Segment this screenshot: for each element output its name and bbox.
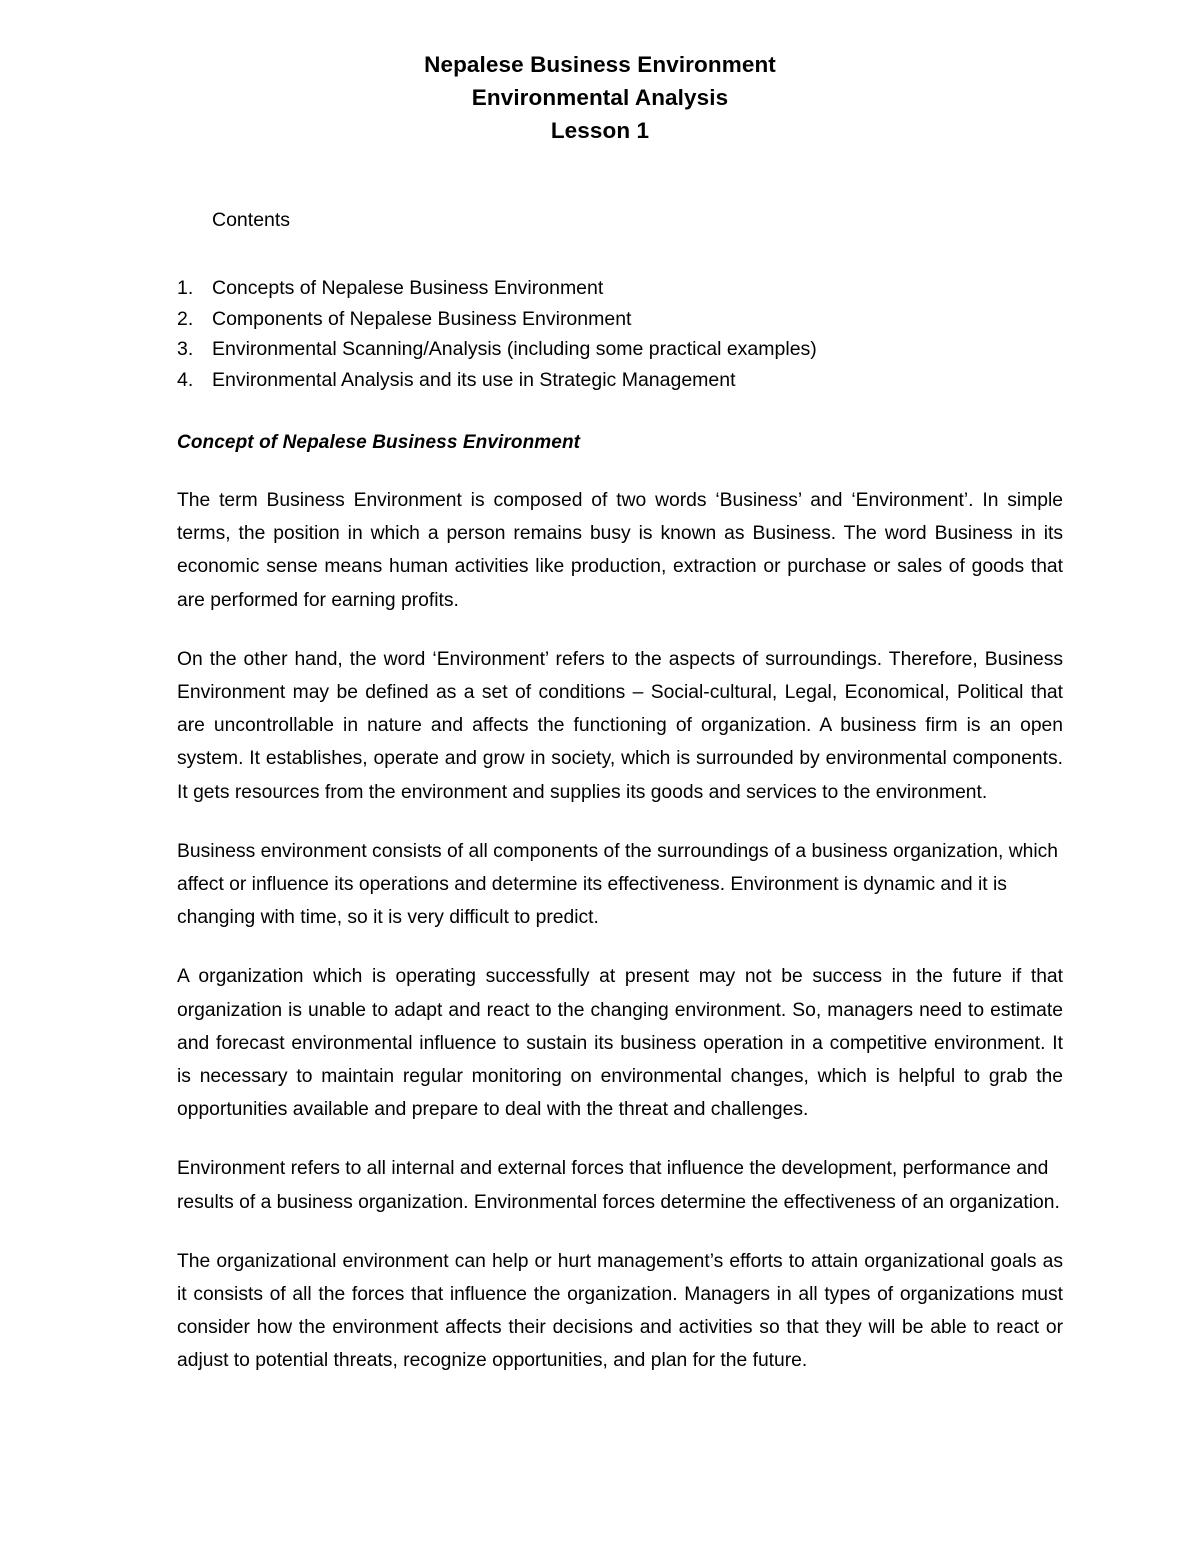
list-item-number: 3. — [177, 338, 194, 360]
list-item — [177, 304, 1063, 335]
document-body — [177, 205, 1063, 1378]
body-paragraph-2: On the other hand, the word ‘Environment’ refers to the aspects of surroundings. Therefore, Business Environment may be defined as a set of conditions – Social-cultural, Legal, Economical, Political that are uncontrollable in nature and affects the functioning of organization. A business firm is an open system. It establishes, operate and grow in society, which is surrounded by environmental components. It gets resources from the environment and supplies its goods and services to the environment. — [177, 648, 1063, 803]
contents-list — [177, 273, 1063, 395]
body-paragraph-5: Environment refers to all internal and external forces that influence the development, performance and results of a business organization. Environmental forces determine the effectiveness of an organization. — [177, 1158, 1060, 1213]
title-line-2: Environmental Analysis — [471, 85, 729, 110]
list-item-number: 4. — [177, 368, 194, 391]
paragraph-group — [177, 484, 1063, 1378]
list-item — [177, 365, 1063, 396]
section-heading: Concept of Nepalese Business Environment — [177, 432, 581, 453]
title-line-3: Lesson 1 — [550, 118, 650, 143]
list-item-label: Components of Nepalese Business Environment — [212, 307, 632, 330]
list-item-label: Concepts of Nepalese Business Environment — [212, 277, 604, 299]
list-item — [177, 273, 1063, 304]
list-item — [177, 334, 1063, 365]
document-title — [0, 48, 1200, 147]
body-paragraph-4: A organization which is operating successfully at present may not be success in the future if that organization is unable to adapt and react to the changing environment. So, managers need to estimate and forecast environmental influence to sustain its business operation in a competitive environment. It is necessary to maintain regular monitoring on environmental changes, which is helpful to grab the opportunities available and prepare to deal with the threat and challenges. — [177, 966, 1063, 1121]
contents-label: Contents — [212, 209, 291, 231]
list-item-label: Environmental Analysis and its use in Strategic Management — [212, 368, 736, 391]
body-paragraph-6: The organizational environment can help or hurt management’s efforts to attain organizational goals as it consists of all the forces that influence the organization. Managers in all types of organizations must consider how the environment affects their decisions and activities so that they will be able to react or adjust to potential threats, recognize opportunities, and plan for the future. — [177, 1250, 1063, 1372]
list-item-number: 2. — [177, 307, 194, 330]
body-paragraph-3: Business environment consists of all components of the surroundings of a business organization, which affect or influence its operations and determine its effectiveness. Environment is dynamic and it is changing with time, so it is very difficult to predict. — [177, 840, 1058, 929]
title-line-1: Nepalese Business Environment — [424, 52, 776, 77]
list-item-number: 1. — [177, 277, 194, 299]
list-item-label: Environmental Scanning/Analysis (including some practical examples) — [212, 338, 817, 360]
body-paragraph-1: The term Business Environment is composed of two words ‘Business’ and ‘Environment’. In simple terms, the position in which a person remains busy is known as Business. The word Business in its economic sense means human activities like production, extraction or purchase or sales of goods that are performed for earning profits. — [177, 490, 1063, 611]
